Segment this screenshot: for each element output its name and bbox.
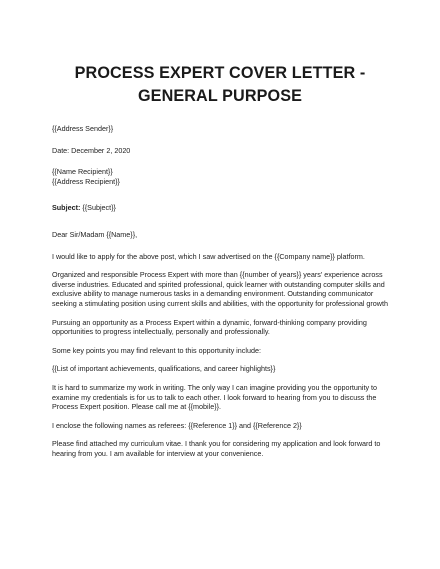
paragraph-profile: Organized and responsible Process Expert with more than {{number of years}} years' experience across diverse industries. Educated and spirited professional, quick learner with outstanding computer skills and exclusive ability to manage numerous tasks in a demanding environment. Outstanding communicator seeking a stimulating position using current skills and abilities, with the opportunity for professional growth [52,270,388,308]
address-recipient: {{Address Recipient}} [52,176,120,186]
title-line-2: GENERAL PURPOSE [137,87,302,105]
paragraph-closing: Please find attached my curriculum vitae. I thank you for considering my application and look forward to hearing from you. I am available for interview at your convenience. [52,439,381,458]
subject-value: {{Subject}} [80,203,116,213]
paragraph-key-points: Some key points you may find relevant to this opportunity include: [52,345,261,355]
letter-date: Date: December 2, 2020 [52,145,131,155]
paragraph-objective: Pursuing an opportunity as a Process Expert within a dynamic, forward-thinking company providing opportunities to progress intellectually, personally and professionally. [52,317,367,337]
letter-title [52,62,388,108]
name-recipient: {{Name Recipient}} [52,167,113,177]
salutation: Dear Sir/Madam {{Name}}, [52,229,138,239]
title-line-1: PROCESS EXPERT COVER LETTER - [74,64,366,82]
paragraph-achievements: {{List of important achievements, qualifications, and career highlights}} [52,364,276,374]
paragraph-referees: I enclose the following names as referees: {{Reference 1}} and {{Reference 2}} [52,420,302,430]
paragraph-interview: It is hard to summarize my work in writing. The only way I can imagine providing you the opportunity to examine my credentials is for us to talk to each other. I look forward to hearing from you to discuss the Process Expert position. Please call me at {{mobile}}. [52,382,378,412]
paragraph-intro: I would like to apply for the above post, which I saw advertised on the {{Company name}} platform. [52,251,365,261]
address-sender: {{Address Sender}} [52,124,114,133]
subject-label: Subject: [52,203,81,213]
subject-line [52,203,388,213]
